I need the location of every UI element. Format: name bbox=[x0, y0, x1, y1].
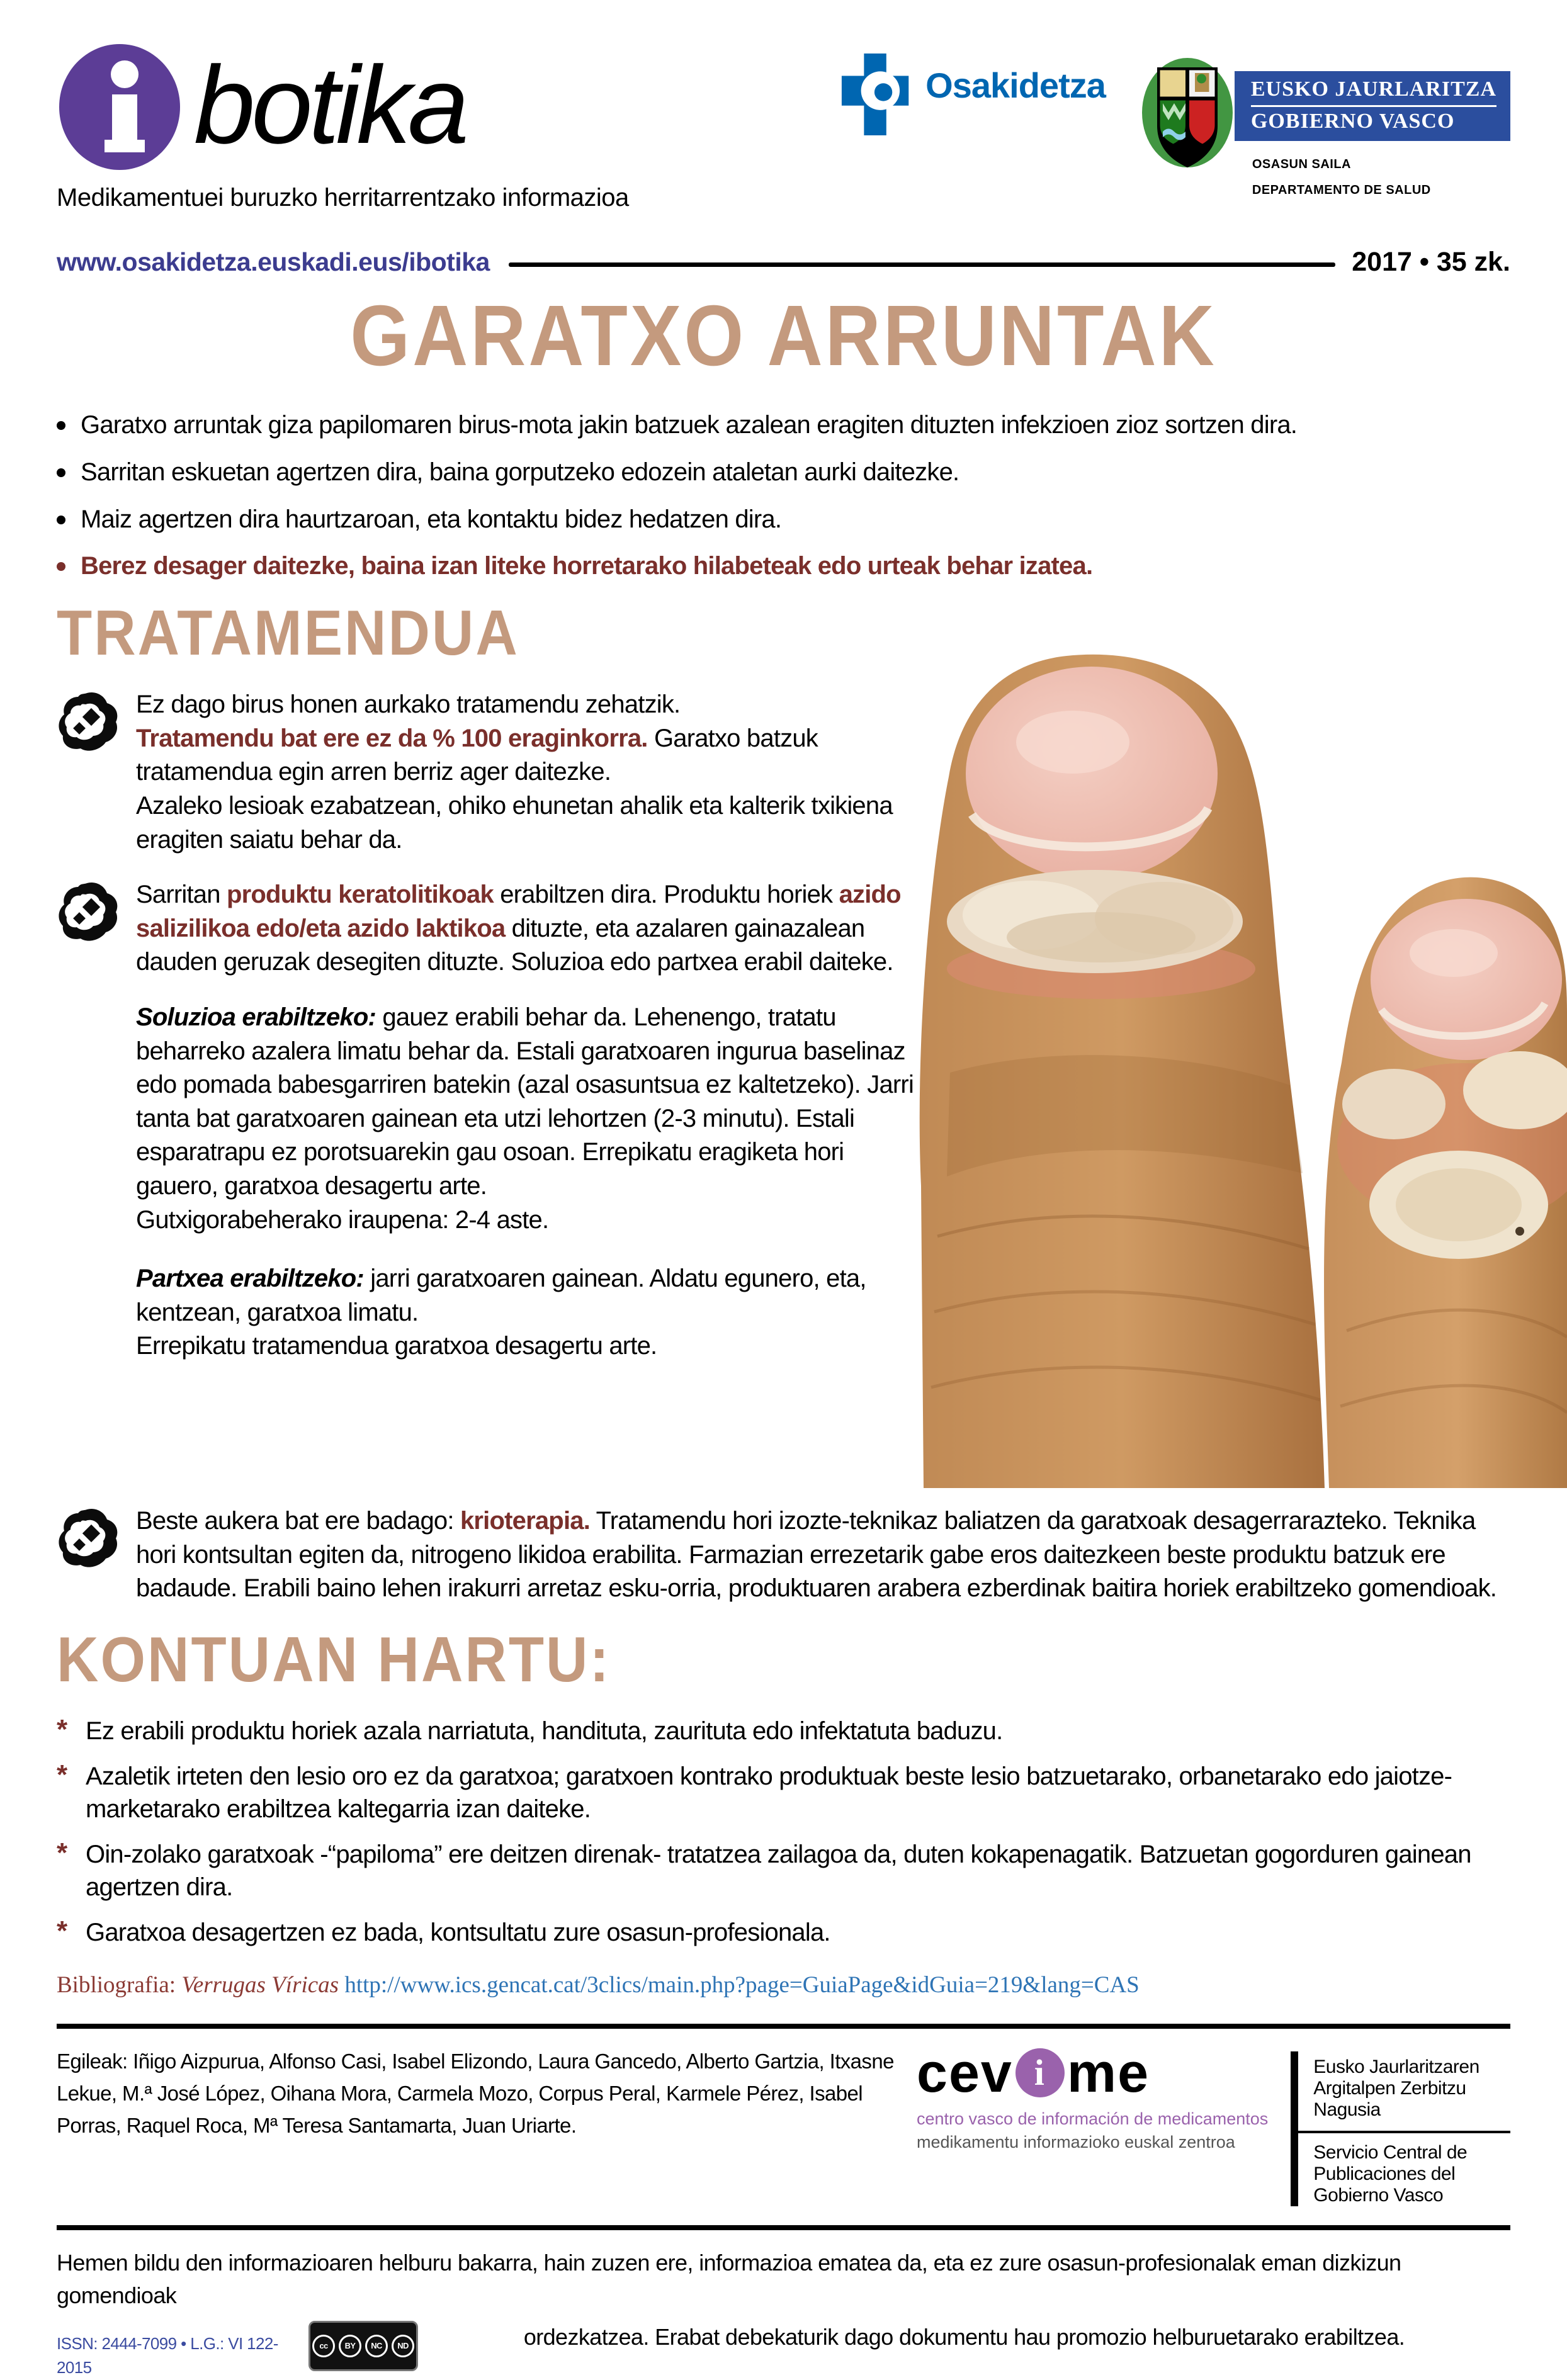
header-logos bbox=[841, 54, 1510, 198]
treatment-item-2-text bbox=[136, 878, 932, 979]
cc-by-icon: BY bbox=[339, 2335, 361, 2357]
wart-stamp-icon bbox=[57, 881, 120, 944]
solution-label: Soluzioa erabiltzeko: bbox=[136, 1003, 376, 1031]
item2-s1: Sarritan bbox=[136, 881, 227, 909]
footer-divider-top bbox=[57, 2024, 1510, 2029]
treatment-section bbox=[57, 598, 1510, 1501]
intro-bullet-highlight bbox=[57, 551, 1510, 582]
caution-bullet bbox=[57, 1916, 1510, 1949]
patch-label: Partxea erabiltzeko: bbox=[136, 1265, 364, 1293]
warts-fingers-photo bbox=[912, 607, 1567, 1488]
bibliography bbox=[57, 1971, 1510, 1999]
header-divider-line bbox=[509, 262, 1335, 267]
creative-commons-badge-icon bbox=[308, 2321, 418, 2371]
cc-nc-icon: NC bbox=[365, 2335, 388, 2357]
intro-bullet bbox=[57, 457, 1510, 488]
intro-bullet-text: Maiz agertzen dira haurtzaroan, eta kontaktu bidez hedatzen dira. bbox=[81, 505, 782, 533]
caution-bullet-text: Garatxoa desagertzen ez bada, kontsultatu zure osasun-profesionala. bbox=[86, 1918, 830, 1946]
cc-icon: cc bbox=[312, 2335, 335, 2357]
treatment-item-2 bbox=[57, 878, 932, 979]
item3-s1: Beste aukera bat ere badago: bbox=[136, 1507, 460, 1535]
ibotika-url-link[interactable]: www.osakidetza.euskadi.eus/ibotika bbox=[57, 247, 490, 276]
intro-bullet-text: Berez desager daitezke, baina izan liteke horretarako hilabeteak edo urteak behar izatea. bbox=[81, 552, 1093, 580]
asterisk-marker-icon: * bbox=[57, 1713, 67, 1745]
treatment-left-column bbox=[57, 598, 932, 1363]
asterisk-marker-icon: * bbox=[57, 1837, 67, 1868]
caution-heading: KONTUAN HARTU: bbox=[57, 1624, 611, 1696]
treatment-item-1-text bbox=[136, 688, 932, 857]
brand-tagline: Medikamentuei buruzko herritarrentzako informazioa bbox=[57, 184, 629, 211]
solution-paragraph bbox=[136, 1001, 932, 1237]
treatment-item-3-text bbox=[136, 1504, 1510, 1606]
item3-emphasis: krioterapia. bbox=[460, 1507, 591, 1535]
disclaimer-line2: ordezkatzea. Erabat debekaturik dago dokumentu hau promozio helburuetarako erabiltzea. bbox=[523, 2324, 1405, 2350]
intro-bullets bbox=[57, 410, 1510, 582]
publisher-block bbox=[1291, 2051, 1510, 2206]
caution-bullet-text: Ez erabili produktu horiek azala narriatuta, handituta, zaurituta edo infektatuta baduzu. bbox=[86, 1717, 1003, 1745]
osakidetza-cross-icon bbox=[841, 54, 917, 135]
ibotika-logo-icon bbox=[57, 44, 183, 170]
disclaimer bbox=[57, 2230, 1510, 2380]
caution-bullet-text: Azaletik irteten den lesio oro ez da garatxoa; garatxoen kontrako produktuak beste lesio batzuetarako, orbanetarako edo jaiotze-marketarako erabiltzea kaltegarria izan daiteke. bbox=[86, 1762, 1452, 1823]
brand-name: botika bbox=[194, 44, 465, 167]
item1-line1: Ez dago birus honen aurkako tratamendu zehatzik. bbox=[136, 691, 681, 719]
osakidetza-wordmark: Osakidetza bbox=[925, 65, 1106, 105]
gov-name-eu: EUSKO JAURLARITZA bbox=[1250, 77, 1496, 101]
bullet-dot-icon bbox=[57, 562, 65, 571]
caution-bullets bbox=[57, 1715, 1510, 1949]
authors-text: Egileak: Iñigo Aizpurua, Alfonso Casi, Isabel Elizondo, Laura Gancedo, Alberto Gartzia, Itxasne Lekue, M.ª José López, Oihana Mora, Carmela Mozo, Corpus Peral, Karmele Pérez, Isabel Porras, Raquel Roca, Mª Teresa Santamarta, Juan Uriarte. bbox=[57, 2049, 894, 2138]
patch-paragraph bbox=[136, 1262, 932, 1363]
header bbox=[57, 44, 1510, 212]
item2-s2: erabiltzen dira. Produktu horiek bbox=[493, 881, 839, 909]
osakidetza-logo bbox=[841, 54, 1106, 135]
basque-government-logo bbox=[1140, 54, 1510, 198]
patch-repeat: Errepikatu tratamendua garatxoa desagertu arte. bbox=[136, 1332, 657, 1360]
cevime-subtitle-eu: medikamentu informazioko euskal zentroa bbox=[917, 2132, 1235, 2152]
intro-bullet-text: Sarritan eskuetan agertzen dira, baina gorputzeko edozein ataletan aurki daitezke. bbox=[81, 458, 959, 486]
caution-bullet bbox=[57, 1760, 1510, 1825]
wart-stamp-icon bbox=[57, 1507, 120, 1570]
cevime-part1: cev bbox=[917, 2041, 1013, 2104]
credits-row bbox=[57, 2029, 1510, 2225]
bibliography-label: Bibliografia: bbox=[57, 1971, 176, 1998]
asterisk-marker-icon: * bbox=[57, 1915, 67, 1946]
gov-name-es: GOBIERNO VASCO bbox=[1251, 105, 1496, 133]
cevime-subtitle-es: centro vasco de información de medicamentos bbox=[917, 2109, 1269, 2128]
wart-stamp-icon bbox=[57, 691, 120, 753]
brand-block bbox=[57, 44, 629, 212]
intro-bullet bbox=[57, 504, 1510, 535]
gov-banner bbox=[1235, 71, 1510, 141]
treatment-item-1 bbox=[57, 688, 932, 857]
asterisk-marker-icon: * bbox=[57, 1759, 67, 1790]
footer-divider-bottom bbox=[57, 2225, 1510, 2230]
caution-bullet bbox=[57, 1715, 1510, 1747]
issn-text: ISSN: 2444-7099 • L.G.: VI 122-2015 bbox=[57, 2334, 278, 2377]
publisher-line-es: Servicio Central de Publicaciones del Gobierno Vasco bbox=[1313, 2141, 1468, 2206]
item1-line3: Azaleko lesioak ezabatzean, ohiko ehunetan ahalik eta kalterik txikiena eragiten saiatu behar da. bbox=[136, 791, 893, 854]
dept-health-es: DEPARTAMENTO DE SALUD bbox=[1252, 183, 1431, 197]
bibliography-url-link[interactable]: http://www.ics.gencat.cat/3clics/main.php?page=GuiaPage&idGuia=219&lang=CAS bbox=[344, 1971, 1140, 1998]
caution-bullet-text: Oin-zolako garatxoak -“papiloma” ere deitzen direnak- tratatzea zailagoa da, duten kokapenagatik. Batzuetan gogorduren gainean agertzen dira. bbox=[86, 1840, 1471, 1901]
bullet-dot-icon bbox=[57, 516, 65, 524]
bullet-dot-icon bbox=[57, 468, 65, 477]
item2-em2: azido salizilikoa edo/eta azido laktikoa bbox=[136, 881, 901, 942]
item1-rest: Garatxo batzuk tratamendua egin arren berriz ager daitezke. bbox=[136, 724, 818, 786]
item2-s3: dituzte, eta azalaren gainazalean dauden geruzak desegiten dituzte. Soluzioa edo partxea erabil daiteke. bbox=[136, 914, 893, 976]
cevime-logo bbox=[917, 2041, 1269, 2152]
treatment-item-3 bbox=[57, 1504, 1510, 1606]
item2-em1: produktu keratolitikoak bbox=[226, 881, 494, 909]
publisher-line-eu: Eusko Jaurlaritzaren Argitalpen Zerbitzu Nagusia bbox=[1298, 2051, 1510, 2133]
patch-text: jarri garatxoaren gainean. Aldatu egunero, eta, kentzean, garatxoa limatu. bbox=[136, 1265, 866, 1326]
cc-nd-icon: ND bbox=[392, 2335, 414, 2357]
solution-text: gauez erabili behar da. Lehenengo, tratatu beharreko azalera limatu behar da. Estali garatxoaren ingurua baselinaz edo pomada babesgarriren batekin (azal osasuntsua ez kaltetzeko). Jarri tanta bat garatxoaren gainean eta utzi lehortzen (2-3 minutu). Estali esparatrapu ez porotsuarekin gau osoan. Errepikatu eragiketa hori gauero, garatxoa desagertu arte. bbox=[136, 1003, 914, 1200]
dept-health-eu: OSASUN SAILA bbox=[1252, 157, 1351, 171]
treatment-heading: TRATAMENDUA bbox=[57, 598, 519, 669]
bullet-dot-icon bbox=[57, 421, 65, 430]
url-row bbox=[57, 247, 1510, 278]
disclaimer-line1: Hemen bildu den informazioaren helburu bakarra, hain zuzen ere, informazioa ematea da, eta ez zure osasun-profesionalak eman dizkizun gomendioak bbox=[57, 2249, 1401, 2309]
solution-duration: Gutxigorabeherako iraupena: 2-4 aste. bbox=[136, 1205, 549, 1234]
intro-bullet bbox=[57, 410, 1510, 441]
cevime-i-icon: i bbox=[1015, 2048, 1065, 2097]
bibliography-work-title: Verrugas Víricas bbox=[181, 1971, 339, 1998]
page-title: GARATXO ARRUNTAK bbox=[350, 287, 1217, 384]
cevime-part2: me bbox=[1066, 2041, 1150, 2104]
item1-emphasis: Tratamendu bat ere ez da % 100 eraginkorra. bbox=[136, 724, 648, 752]
cevime-wordmark bbox=[917, 2041, 1150, 2104]
basque-coat-of-arms-icon bbox=[1140, 54, 1235, 179]
intro-bullet-text: Garatxo arruntak giza papilomaren birus-mota jakin batzuek azalean eragiten dituzten infekzioen zioz sortzen dira. bbox=[81, 411, 1298, 439]
caution-bullet bbox=[57, 1838, 1510, 1903]
issue-number: 2017 • 35 zk. bbox=[1352, 247, 1510, 277]
gov-department bbox=[1235, 157, 1510, 198]
item3-s2: Tratamendu hori izozte-teknikaz baliatzen da garatxoak desagerrarazteko. Teknika hori kontsultan egiten da, nitrogeno likidoa erabilita. Farmazian errezetarik gabe eros daitezkeen beste produktu batzuk ere badaude. Erabili baino lehen irakurri arretaz esku-orria, produktuaren arabera ezberdinak baitira horiek erabiltzeko gomendioak. bbox=[136, 1507, 1497, 1603]
